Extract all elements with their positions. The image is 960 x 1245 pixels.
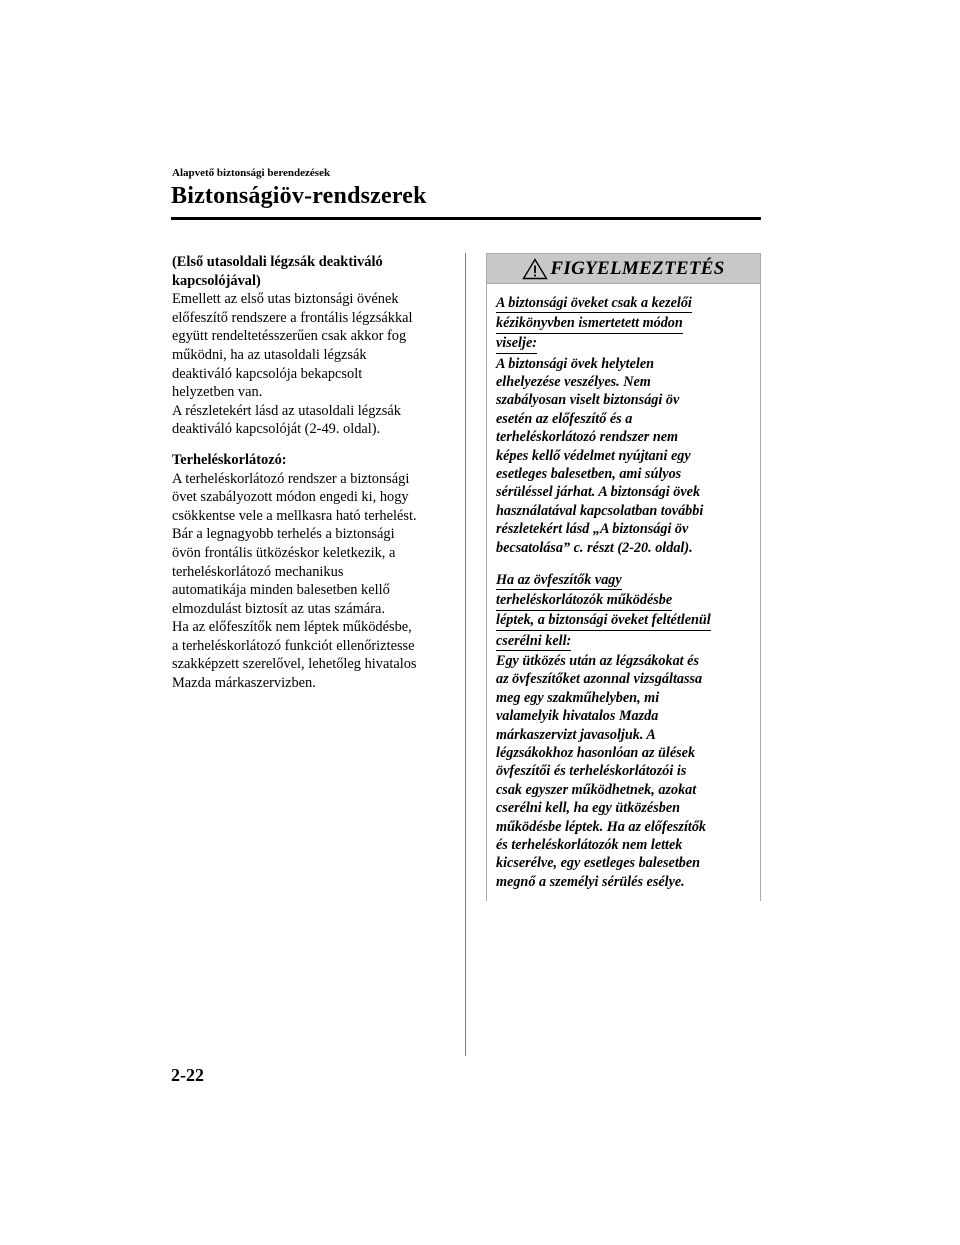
para2-line: övet szabályozott módon engedi ki, hogy [172,489,409,506]
warning-text-line: csak egyszer működhetnek, azokat [496,781,697,798]
warning-box-right-border [760,284,761,901]
heading-load-limiter: Terheléskorlátozó: [172,451,287,468]
heading-passenger-airbag-line-2: kapcsolójával) [172,272,261,289]
warning-heading-line: A biztonsági öveket csak a kezelői [496,294,692,313]
warning-text-line: sérüléssel járhat. A biztonsági övek [496,484,701,501]
para1-line: deaktiváló kapcsolóját (2-49. oldal). [172,421,381,438]
para2-line: a terheléskorlátozó funkciót ellenőriztesse [172,637,415,654]
para1-line: A részletekért lásd az utasoldali légzsák [172,402,401,419]
para1-line: működni, ha az utasoldali légzsák [172,346,367,363]
warning-box-left-border [486,284,487,901]
para1-line: deaktiváló kapcsolója bekapcsolt [172,365,363,382]
para2-line: Mazda márkaszervizben. [172,675,316,692]
warning-title: FIGYELMEZTETÉS [550,257,725,279]
warning-text-line: Egy ütközés után az légzsákokat és [496,652,699,669]
warning-text-line: esetleges balesetben, ami súlyos [496,466,682,483]
warning-heading-line: kézikönyvben ismertetett módon [496,314,683,333]
para2-line: Ha az előfeszítők nem léptek működésbe, [172,619,412,636]
warning-text-line: A biztonsági övek helytelen [496,355,655,372]
section-label: Alapvető biztonsági berendezések [172,167,331,179]
warning-heading-line: léptek, a biztonsági öveket feltétlenül [496,611,711,630]
warning-heading-line: cserélni kell: [496,632,571,651]
warning-text-line: cserélni kell, ha egy ütközésben [496,800,681,817]
warning-text-line: képes kellő védelmet nyújtani egy [496,447,691,464]
warning-text-line: becsatolása” c. részt (2-20. oldal). [496,539,693,556]
warning-text-line: márkaszervizt javasoljuk. A [496,726,656,743]
warning-heading-line: viselje: [496,334,537,353]
page-title: Biztonságiöv-rendszerek [171,183,427,209]
para1-line: előfeszítő rendszere a frontális légzsákkal [172,309,413,326]
warning-text-line: övfeszítői és terheléskorlátozói is [496,763,687,780]
title-rule [171,217,761,220]
para2-line: A terheléskorlátozó rendszer a biztonsági [172,470,410,487]
heading-passenger-airbag-line-1: (Első utasoldali légzsák deaktiváló [172,254,383,270]
left-column [172,253,442,693]
para1-line: helyzetben van. [172,384,263,401]
warning-text-line: és terheléskorlátozók nem lettek [496,836,683,853]
warning-text-line: valamelyik hivatalos Mazda [496,708,659,725]
warning-text-line: részletekért lásd „A biztonsági öv [496,521,689,538]
warning-text-line: működésbe léptek. Ha az előfeszítők [496,818,707,835]
page-number: 2-22 [171,1065,204,1085]
para2-line: elmozdulást biztosít az utas számára. [172,600,385,617]
warning-text-line: elhelyezése veszélyes. Nem [496,374,651,391]
warning-text-line: használatával kapcsolatban további [496,502,704,519]
warning-triangle-icon [522,258,548,280]
column-divider [465,253,466,1056]
para2-line: övön frontális ütközéskor keletkezik, a [172,544,396,561]
warning-heading-line: terheléskorlátozók működésbe [496,591,672,610]
para2-line: terheléskorlátozó mechanikus [172,563,344,580]
para1-line: Emellett az első utas biztonsági övének [172,291,399,308]
warning-text-line: esetén az előfeszítő és a [496,410,633,427]
warning-body [496,294,758,891]
warning-text-line: az övfeszítőket azonnal vizsgáltassa [496,671,703,688]
warning-header [486,253,761,284]
para2-line: Bár a legnagyobb terhelés a biztonsági [172,526,395,543]
para2-line: csökkentse vele a mellkasra ható terhelést. [172,507,417,524]
para2-line: automatikája minden balesetben kellő [172,582,390,599]
warning-text-line: meg egy szakműhelyben, mi [496,689,660,706]
warning-text-line: terheléskorlátozó rendszer nem [496,429,679,446]
warning-text-line: légzsákokhoz hasonlóan az ülések [496,744,696,761]
para1-line: együtt rendeltetésszerűen csak akkor fog [172,328,407,345]
warning-text-line: szabályosan viselt biztonsági öv [496,392,680,409]
para2-line: szakképzett szerelővel, lehetőleg hivatalos [172,656,417,673]
warning-heading-line: Ha az övfeszítők vagy [496,571,622,590]
warning-text-line: kicserélve, egy esetleges balesetben [496,855,701,872]
warning-text-line: megnő a személyi sérülés esélye. [496,873,685,890]
